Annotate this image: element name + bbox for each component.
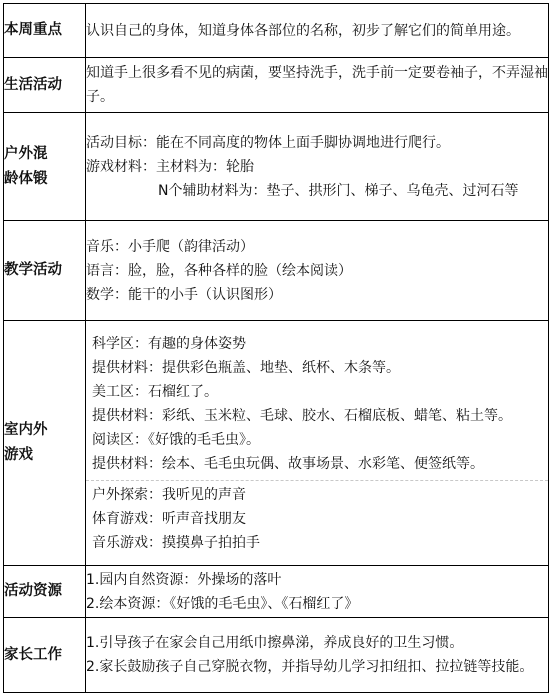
row-activity-resources (4, 566, 549, 618)
row-indoor-outdoor-games (4, 321, 549, 566)
text-line: 提供材料：提供彩色瓶盖、地垫、纸杯、木条等。 (92, 359, 400, 376)
label-life-activity: 生活活动 (4, 58, 86, 113)
text-line: 1.园内自然资源：外操场的落叶 (86, 571, 282, 588)
text-line: 音乐游戏：摸摸鼻子拍拍手 (92, 534, 260, 551)
content-parent-work (86, 618, 549, 693)
outdoor-games-section (86, 480, 548, 557)
text-line: 活动目标：能在不同高度的物体上面手脚协调地进行爬行。 (86, 134, 450, 151)
content-teaching-activity (86, 221, 549, 321)
content-outdoor-exercise (86, 113, 549, 221)
text-line: 游戏材料：主材料为：轮胎 (86, 158, 254, 175)
text-line: 美工区：石榴红了。 (92, 383, 218, 400)
label-indoor-outdoor-games (4, 321, 86, 566)
text-line: 提供材料：彩纸、玉米粒、毛球、胶水、石榴底板、蜡笔、粘土等。 (92, 407, 512, 424)
row-teaching-activity (4, 221, 549, 321)
text-line: 音乐：小手爬（韵律活动） (86, 238, 254, 255)
label-weekly-focus: 本周重点 (4, 4, 86, 58)
text-line: N个辅助材料为：垫子、拱形门、梯子、乌龟壳、过河石等 (158, 182, 519, 199)
text-line: 体育游戏：听声音找朋友 (92, 510, 246, 527)
text-line: 提供材料：绘本、毛毛虫玩偶、故事场景、水彩笔、便签纸等。 (92, 455, 484, 472)
content-life-activity (86, 58, 549, 113)
text-line: 2.家长鼓励孩子自己穿脱衣物，并指导幼儿学习扣纽扣、拉拉链等技能。 (86, 659, 534, 675)
text-line: 1.引导孩子在家会自己用纸巾擦鼻涕，养成良好的卫生习惯。 (86, 635, 464, 651)
row-life-activity (4, 58, 549, 113)
label-line: 龄体锻 (4, 170, 48, 187)
weekly-plan-table (3, 3, 549, 693)
label-line: 户外混 (4, 145, 48, 162)
label-teaching-activity: 教学活动 (4, 221, 86, 321)
label-line: 游戏 (4, 447, 33, 463)
row-outdoor-exercise (4, 113, 549, 221)
label-activity-resources: 活动资源 (4, 566, 86, 618)
text-line: 户外探索：我听见的声音 (92, 486, 246, 503)
label-outdoor-exercise (4, 113, 86, 221)
text-line: 认识自己的身体，知道身体各部位的名称，初步了解它们的简单用途。 (86, 22, 520, 39)
content-indoor-outdoor-games (86, 321, 549, 566)
text-line: 语言：脸，脸，各种各样的脸（绘本阅读） (86, 262, 352, 279)
text-line: 2.绘本资源：《好饿的毛毛虫》、《石榴红了》 (86, 595, 359, 612)
label-line: 室内外 (4, 422, 48, 438)
content-weekly-focus (86, 4, 549, 58)
text-line: 知道手上很多看不见的病菌，要坚持洗手，洗手前一定要卷袖子，不弄湿袖子。 (86, 65, 548, 105)
text-line: 数学：能干的小手（认识图形） (86, 286, 282, 303)
content-activity-resources (86, 566, 549, 618)
text-line: 科学区：有趣的身体姿势 (92, 335, 246, 352)
label-parent-work: 家长工作 (4, 618, 86, 693)
row-parent-work (4, 618, 549, 693)
indoor-games-section (86, 330, 548, 480)
row-weekly-focus (4, 4, 549, 58)
text-line: 阅读区：《好饿的毛毛虫》。 (92, 431, 260, 448)
